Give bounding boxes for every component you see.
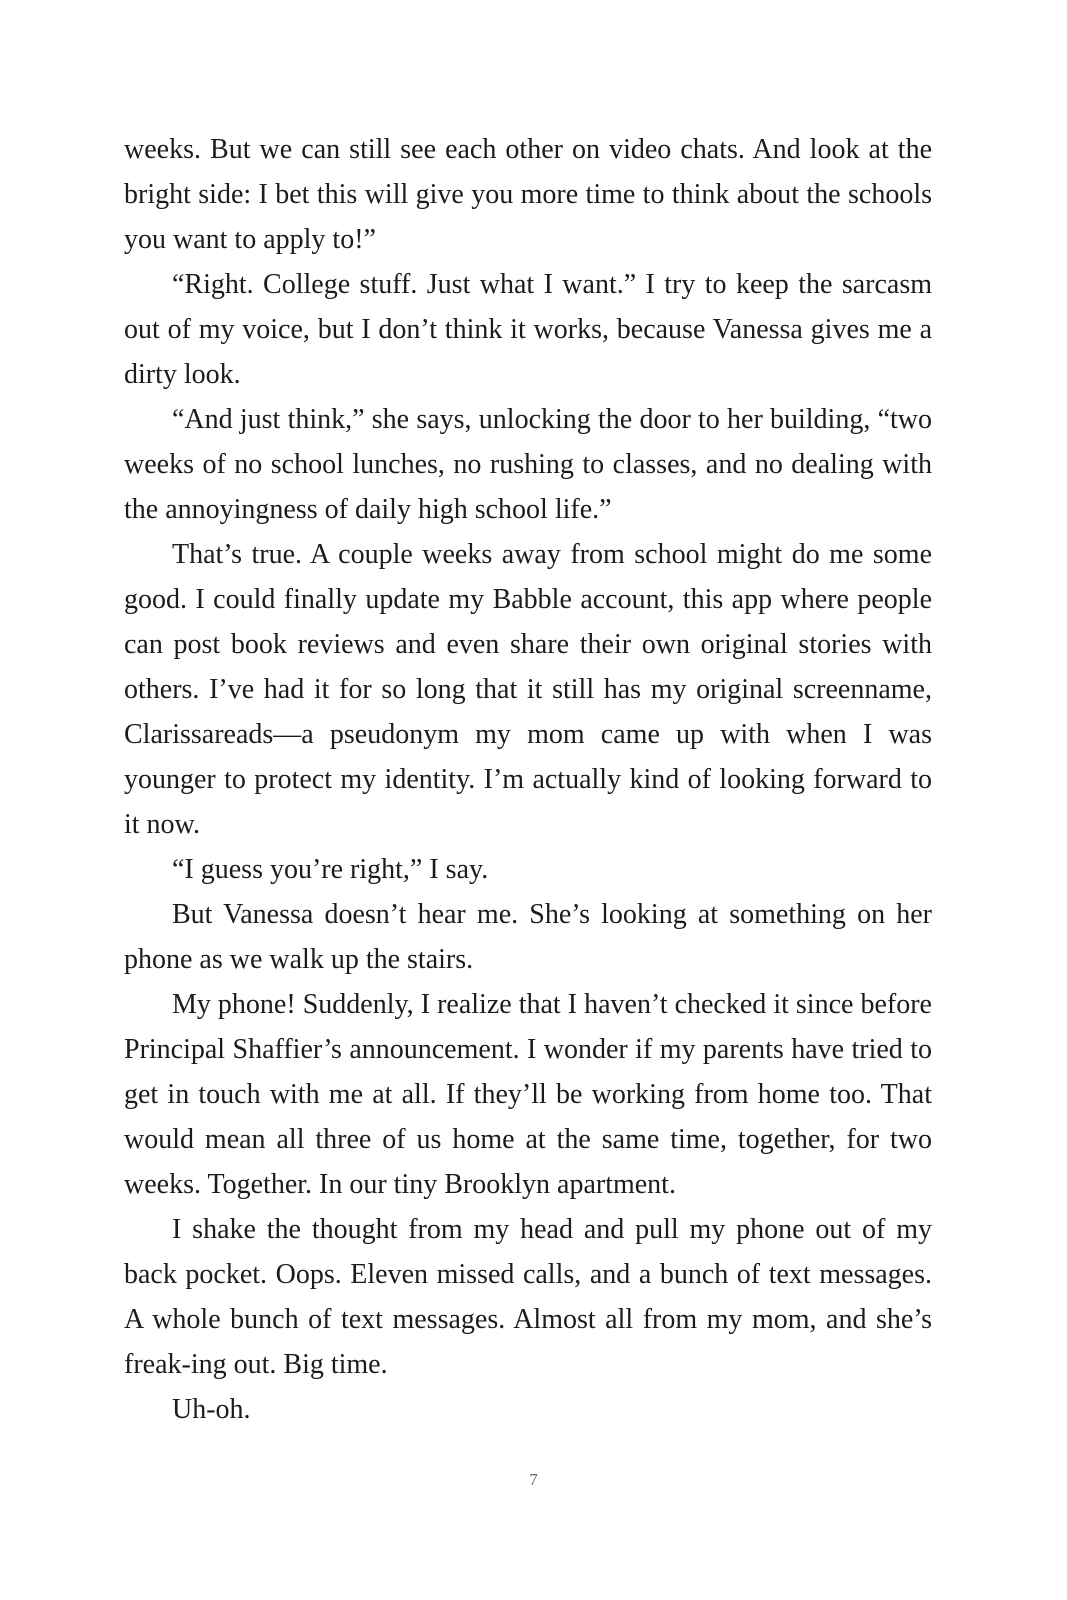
paragraph: I shake the thought from my head and pull my phone out of my back pocket. Oops. Eleven missed calls, and a bunch of text messages. A whole bunch of text messages. Almost all from my mom, and she’s freak-ing out. Big time.	[124, 1214, 932, 1380]
paragraph: My phone! Suddenly, I realize that I haven’t checked it since before Principal Shaffier’s announcement. I wonder if my parents have tried to get in touch with me at all. If they’ll be working from home too. That would mean all three of us home at the same time, together, for two weeks. Together. In our tiny Brooklyn apartment.	[124, 989, 932, 1200]
paragraph: weeks. But we can still see each other on video chats. And look at the bright side: I bet this will give you more time to think about the schools you want to apply to!”	[124, 134, 932, 255]
paragraph: Uh-oh.	[172, 1394, 251, 1425]
paragraph: “And just think,” she says, unlocking the door to her building, “two weeks of no school lunches, no rushing to classes, and no dealing with the annoyingness of daily high school life.”	[124, 404, 932, 525]
paragraph: But Vanessa doesn’t hear me. She’s looking at something on her phone as we walk up the stairs.	[124, 899, 932, 975]
paragraph: That’s true. A couple weeks away from school might do me some good. I could finally update my Babble account, this app where people can post book reviews and even share their own original stories with others. I’ve had it for so long that it still has my original screenname, Clarissareads—a pseudonym my mom came up with when I was younger to protect my identity. I’m actually kind of looking forward to it now.	[124, 539, 932, 840]
paragraph: “I guess you’re right,” I say.	[172, 854, 489, 885]
page-number: 7	[529, 1470, 538, 1489]
paragraph: “Right. College stuff. Just what I want.” I try to keep the sarcasm out of my voice, but I don’t think it works, because Vanessa gives me a dirty look.	[124, 269, 932, 390]
body-text	[124, 127, 932, 1432]
